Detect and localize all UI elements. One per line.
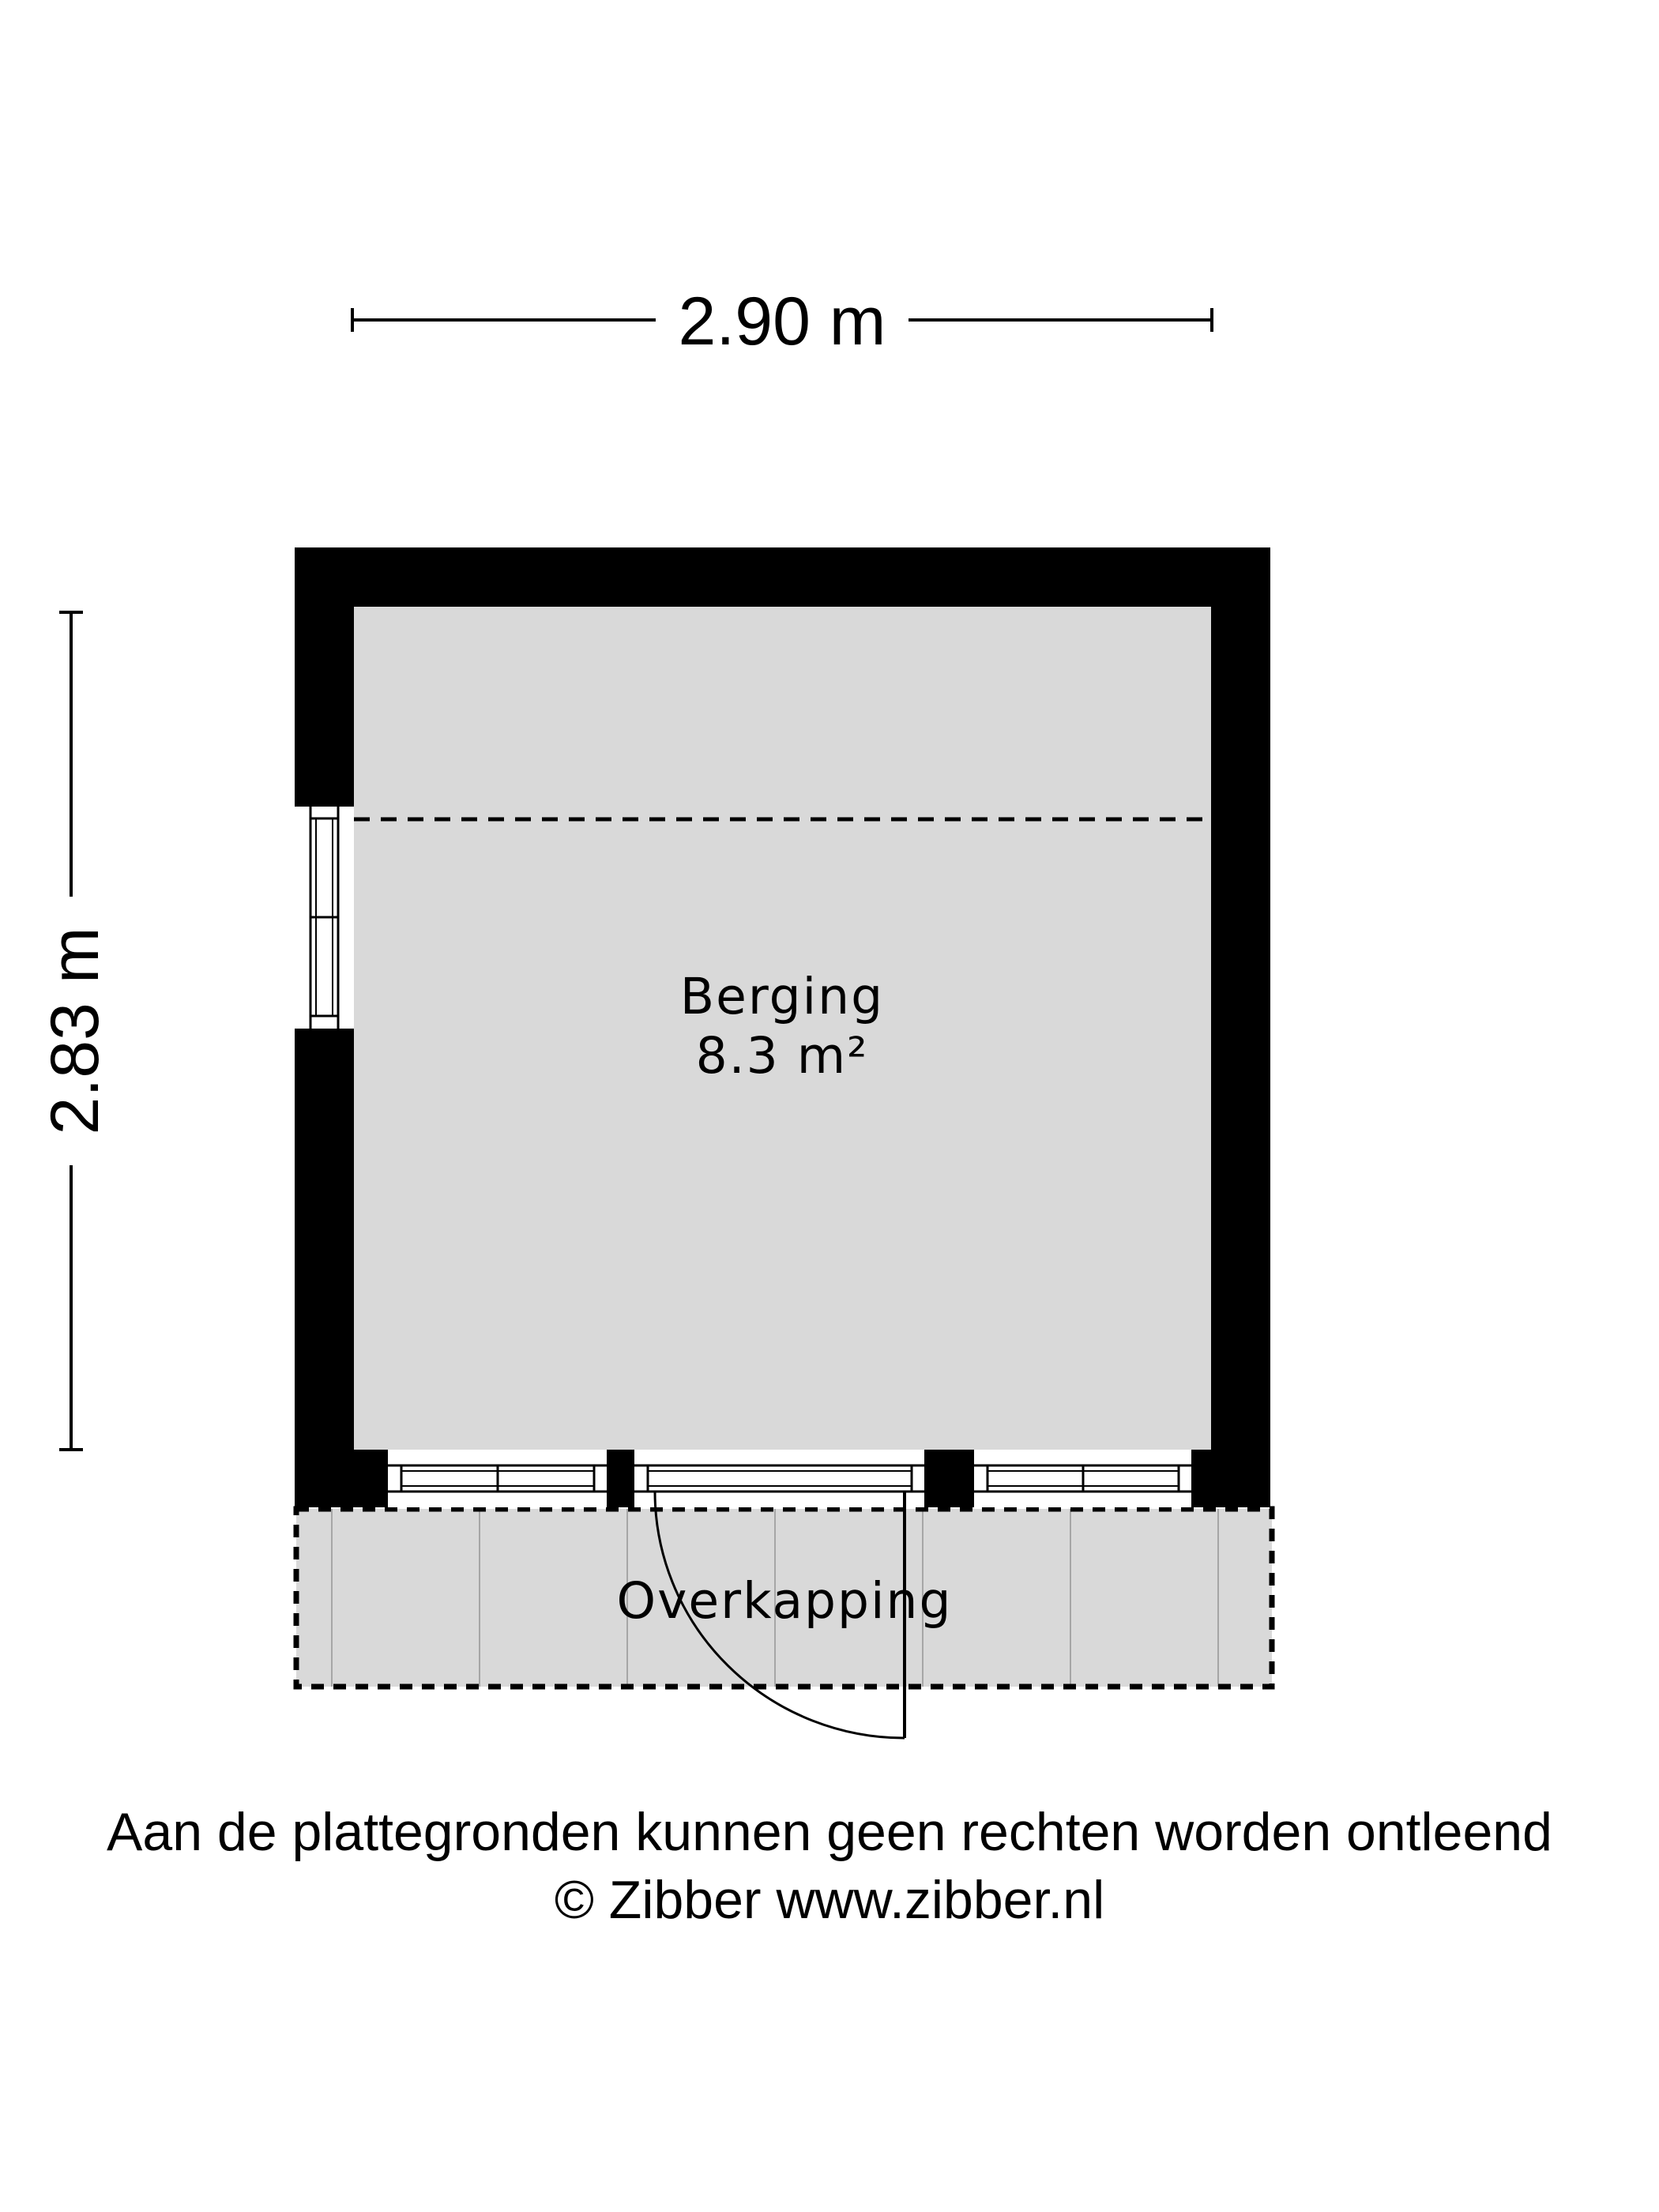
disclaimer-text: Aan de plattegronden kunnen geen rechten worden ontleend (107, 1802, 1552, 1862)
covered-area-name: Overkapping (616, 1572, 953, 1630)
left-window (295, 807, 354, 1029)
copyright-text: © Zibber www.zibber.nl (554, 1870, 1105, 1930)
covered-area (296, 1509, 1272, 1687)
footer (107, 1802, 1552, 1930)
bottom-right-window (974, 1450, 1191, 1507)
width-dimension (352, 284, 1212, 359)
width-label: 2.90 m (678, 284, 886, 359)
height-dimension (37, 612, 113, 1450)
height-label: 2.83 m (37, 927, 113, 1135)
room-area: 8.3 m² (695, 1027, 869, 1085)
room-name: Berging (679, 968, 885, 1025)
bottom-left-window (388, 1450, 607, 1507)
